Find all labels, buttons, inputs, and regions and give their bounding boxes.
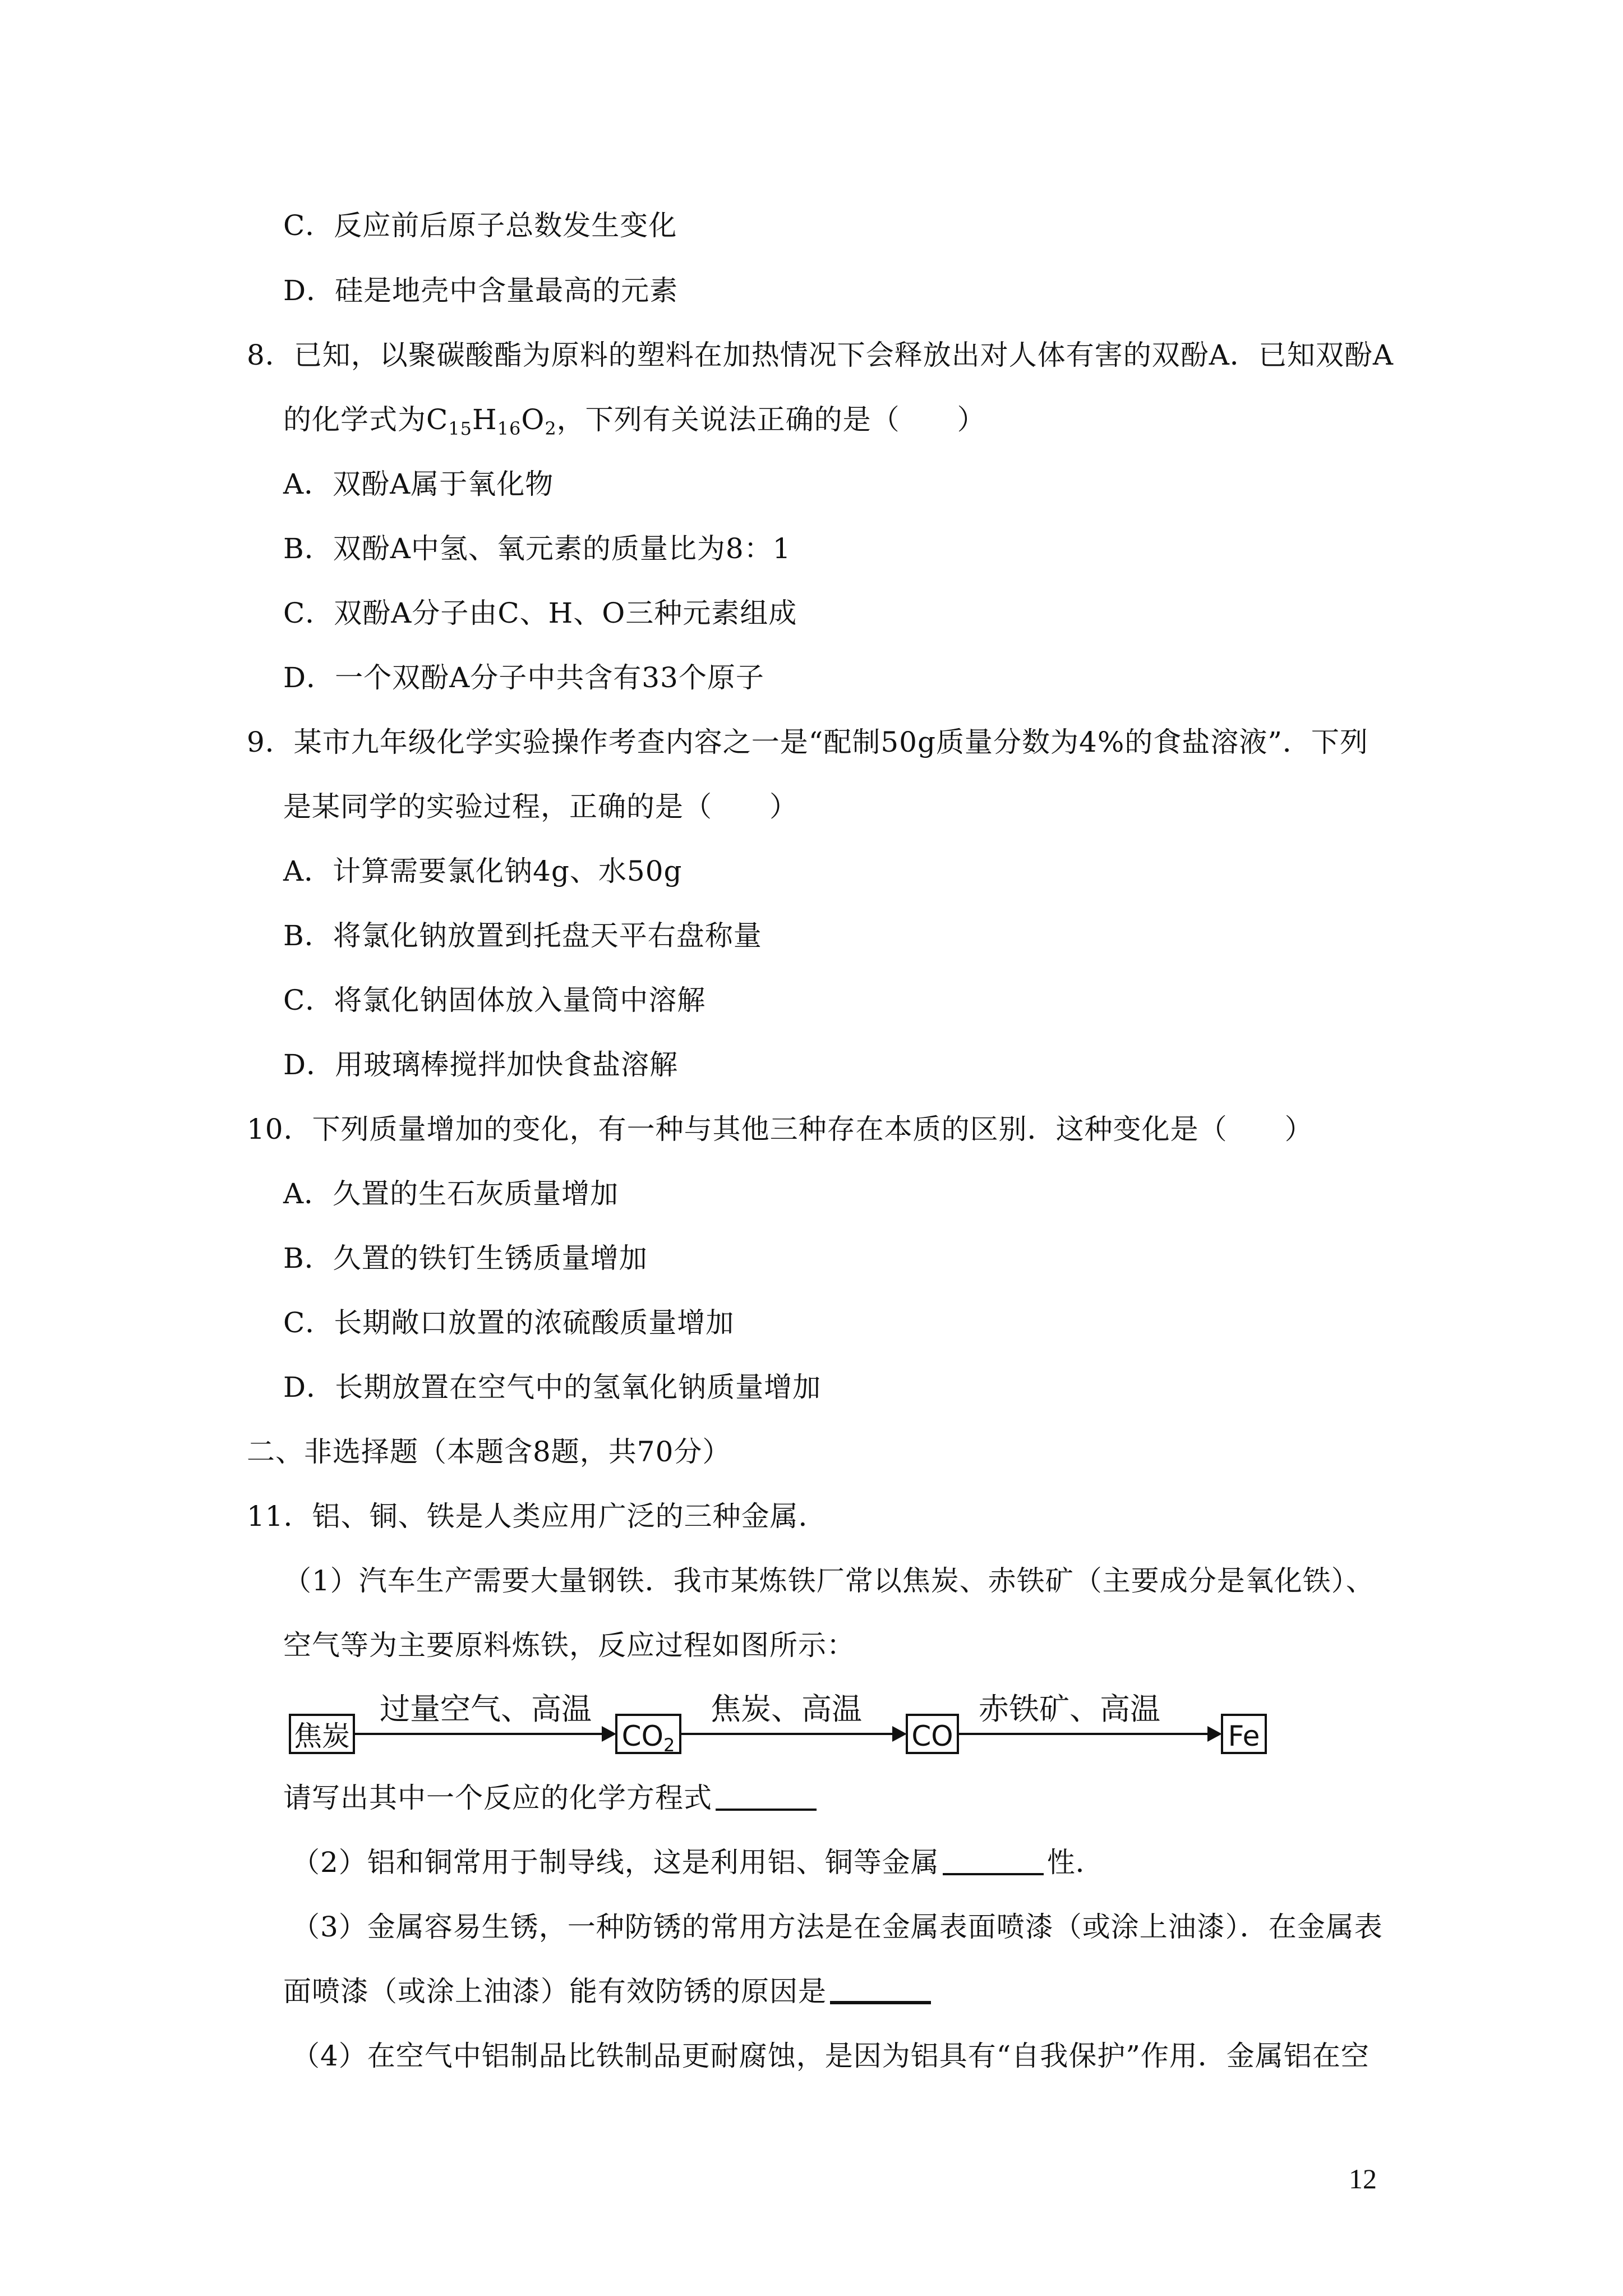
answer-blank[interactable] (716, 1809, 817, 1811)
flow-arrow-2 (681, 1733, 905, 1735)
q11-part3-line1: （3）金属容易生锈，一种防锈的常用方法是在金属表面喷漆（或涂上油漆）．在金属表 (292, 1911, 1383, 1943)
page-number: 12 (1349, 2163, 1377, 2194)
q10-option-d: D．长期放置在空气中的氢氧化钠质量增加 (283, 1371, 822, 1404)
q11-part1-line2: 空气等为主要原料炼铁，反应过程如图所示： (283, 1629, 855, 1662)
flow-box-co2: $CO_2$ (615, 1714, 681, 1754)
q8-stem-line1: 8．已知，以聚碳酸酯为原料的塑料在加热情况下会释放出对人体有害的双酚A．已知双酚A (247, 339, 1394, 371)
q11-part2-suffix: 性． (1046, 1846, 1104, 1879)
q8-formula-o: O (521, 403, 545, 436)
q11-part4-line1: （4）在空气中铝制品比铁制品更耐腐蚀，是因为铝具有“自我保护”作用．金属铝在空 (292, 2040, 1370, 2072)
q11-part1-line3 (283, 1781, 820, 1815)
q10-option-b: B．久置的铁钉生锈质量增加 (283, 1242, 648, 1274)
flow-label-3: 赤铁矿、高温 (979, 1691, 1160, 1727)
flow-box-co: CO (906, 1714, 959, 1754)
q7-option-d: D．硅是地壳中含量最高的元素 (283, 274, 679, 307)
flow-arrow-3 (959, 1733, 1220, 1735)
q9-stem-line2: 是某同学的实验过程，正确的是（ ） (283, 790, 798, 823)
q9-option-d: D．用玻璃棒搅拌加快食盐溶解 (283, 1048, 679, 1081)
q8-option-c: C．双酚A分子由C、H、O三种元素组成 (283, 597, 797, 629)
flow-arrow-1 (355, 1733, 614, 1735)
q8-formula-sub-o: 2 (545, 418, 557, 439)
q11-part2 (292, 1846, 1104, 1879)
q11-part1-prompt: 请写出其中一个反应的化学方程式 (283, 1782, 712, 1814)
q8-stem-line2 (283, 403, 986, 445)
q11-part1-line1: （1）汽车生产需要大量钢铁．我市某炼铁厂常以焦炭、赤铁矿（主要成分是氧化铁）、 (283, 1565, 1375, 1597)
q8-formula-sub-h: 16 (497, 418, 522, 439)
q8-option-b: B．双酚A中氢、氧元素的质量比为8：1 (283, 532, 791, 565)
q10-option-a: A．久置的生石灰质量增加 (283, 1177, 619, 1210)
q9-option-a: A．计算需要氯化钠4g、水50g (283, 855, 683, 887)
section-heading: 二、非选择题（本题含8题，共70分） (247, 1435, 731, 1468)
q11-part3-prompt: 面喷漆（或涂上油漆）能有效防锈的原因是 (283, 1975, 827, 2008)
q8-stem-suffix: ，下列有关说法正确的是（ ） (556, 403, 986, 436)
q9-option-b: B．将氯化钠放置到托盘天平右盘称量 (283, 919, 762, 952)
q8-option-d: D．一个双酚A分子中共含有33个原子 (283, 661, 764, 694)
q9-option-c: C．将氯化钠固体放入量筒中溶解 (283, 984, 706, 1016)
q11-part2-prompt: （2）铝和铜常用于制导线，这是利用铝、铜等金属 (292, 1846, 939, 1879)
answer-blank[interactable] (943, 1873, 1044, 1875)
q8-formula-h: H (472, 403, 497, 436)
q8-stem-prefix: 的化学式为C (283, 403, 449, 436)
flow-label-1: 过量空气、高温 (380, 1691, 592, 1727)
q8-formula-sub-c: 15 (448, 418, 472, 439)
q9-stem-line1: 9．某市九年级化学实验操作考查内容之一是“配制50g质量分数为4%的食盐溶液”．下列 (247, 726, 1368, 758)
q11-stem: 11．铝、铜、铁是人类应用广泛的三种金属． (247, 1500, 827, 1533)
flow-label-2: 焦炭、高温 (711, 1691, 862, 1727)
flow-box-fe: Fe (1221, 1714, 1267, 1754)
flow-box-coke: 焦炭 (289, 1714, 355, 1754)
iron-smelting-flow-diagram (289, 1691, 1270, 1759)
answer-blank[interactable] (830, 2001, 931, 2004)
q10-option-c: C．长期敞口放置的浓硫酸质量增加 (283, 1306, 735, 1339)
q7-option-c: C．反应前后原子总数发生变化 (283, 209, 677, 242)
q8-option-a: A．双酚A属于氧化物 (283, 468, 554, 500)
q11-part3-line2 (283, 1975, 934, 2008)
q10-stem: 10．下列质量增加的变化，有一种与其他三种存在本质的区别．这种变化是（ ） (247, 1113, 1313, 1145)
